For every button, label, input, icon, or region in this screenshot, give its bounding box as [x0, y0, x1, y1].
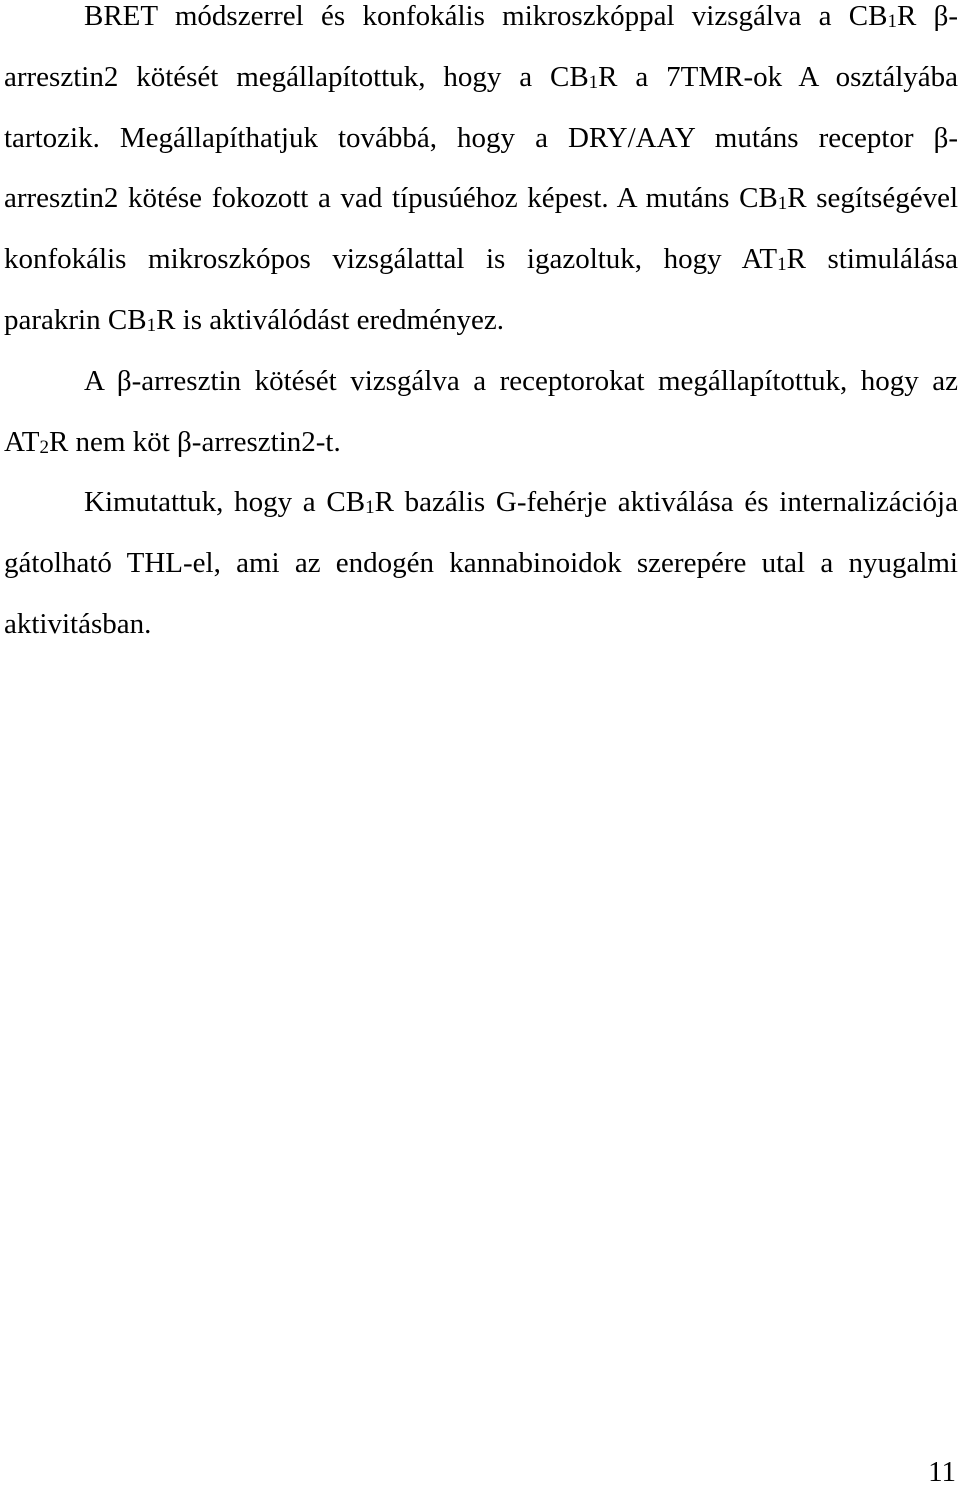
paragraph-2	[4, 351, 958, 473]
text-segment: R segítségével konfokális mikroszkópos vizsgálattal is igazoltuk, hogy AT	[4, 182, 958, 276]
text-segment: R nem köt β-arresztin2-t.	[48, 425, 341, 458]
paragraph-3	[4, 472, 958, 654]
text-segment: BRET módszerrel és konfokális mikroszkóppal vizsgálva a CB	[84, 0, 888, 32]
paragraph-1	[4, 0, 958, 351]
subscript: 1	[777, 193, 788, 215]
subscript: 2	[39, 436, 49, 458]
subscript: 1	[365, 497, 375, 519]
text-segment: R bazális G-fehérje aktiválása és internalizációja gátolható THL-el, ami az endogén kannabinoidok szerepére utal a nyugalmi aktivitásban.	[4, 486, 958, 640]
text-segment: Kimutattuk, hogy a CB	[84, 486, 366, 519]
text-segment: R stimulálása parakrin CB	[4, 243, 958, 336]
page-number: 11	[928, 1456, 956, 1488]
text-segment: R a 7TMR-ok A osztályába tartozik. Megállapíthatjuk továbbá, hogy a DRY/AAY mutáns receptor β-arresztin2 kötése fokozott a vad típusúéhoz képest. A mutáns CB	[4, 60, 959, 215]
subscript: 1	[588, 71, 599, 93]
text-segment: R is aktiválódást eredményez.	[156, 303, 504, 336]
text-segment: A β-arresztin kötését vizsgálva a receptorokat megállapítottuk, hogy az AT	[4, 364, 958, 458]
subscript: 1	[146, 314, 157, 336]
document-body	[4, 0, 958, 655]
subscript: 1	[887, 11, 897, 32]
subscript: 1	[777, 254, 787, 276]
text-segment: R β-arresztin2 kötését megállapítottuk, hogy a CB	[4, 0, 958, 93]
